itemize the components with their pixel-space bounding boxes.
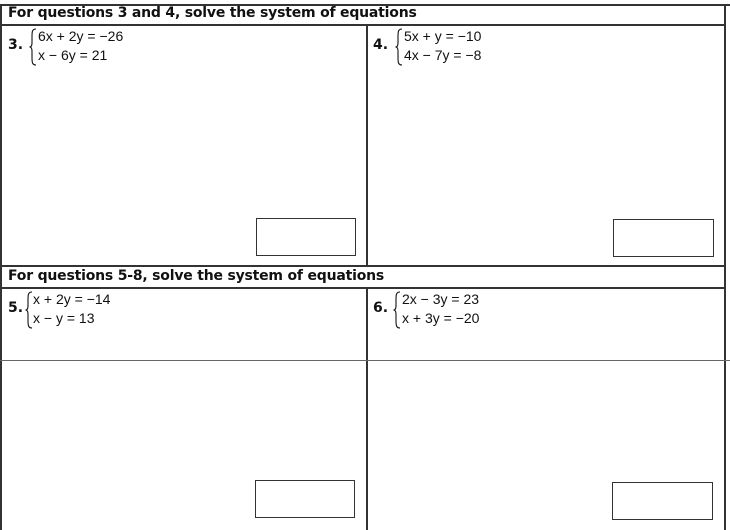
- question-6-answer-box[interactable]: [612, 482, 713, 520]
- question-5-number: 5.: [8, 300, 24, 316]
- question-3-equation-2: x − 6y = 21: [38, 47, 108, 63]
- brace-icon: [395, 28, 403, 66]
- row-divider: [0, 360, 730, 361]
- section-divider: [0, 265, 726, 267]
- middle-divider-a: [366, 25, 368, 266]
- question-3-number: 3.: [8, 37, 24, 53]
- question-5-equation-2: x − y = 13: [33, 310, 95, 326]
- question-5-answer-box[interactable]: [255, 480, 355, 518]
- section-b-header: For questions 5-8, solve the system of equations: [8, 268, 385, 284]
- question-3-answer-box[interactable]: [256, 218, 356, 256]
- question-4-answer-box[interactable]: [613, 219, 714, 257]
- question-6-equation-1: 2x − 3y = 23: [402, 291, 480, 307]
- brace-icon: [29, 28, 37, 66]
- middle-divider-b: [366, 288, 368, 530]
- left-border: [0, 4, 2, 530]
- brace-icon: [393, 291, 401, 329]
- section-a-header: For questions 3 and 4, solve the system of equations: [8, 5, 417, 21]
- question-4-equation-1: 5x + y = −10: [404, 28, 482, 44]
- question-5-equation-1: x + 2y = −14: [33, 291, 111, 307]
- header-b-divider: [0, 287, 726, 289]
- header-a-divider: [0, 24, 726, 26]
- brace-icon: [25, 291, 33, 329]
- right-border: [724, 4, 726, 530]
- question-6-equation-2: x + 3y = −20: [402, 310, 480, 326]
- question-3-equation-1: 6x + 2y = −26: [38, 28, 124, 44]
- question-6-number: 6.: [373, 300, 389, 316]
- question-4-equation-2: 4x − 7y = −8: [404, 47, 482, 63]
- question-4-number: 4.: [373, 37, 389, 53]
